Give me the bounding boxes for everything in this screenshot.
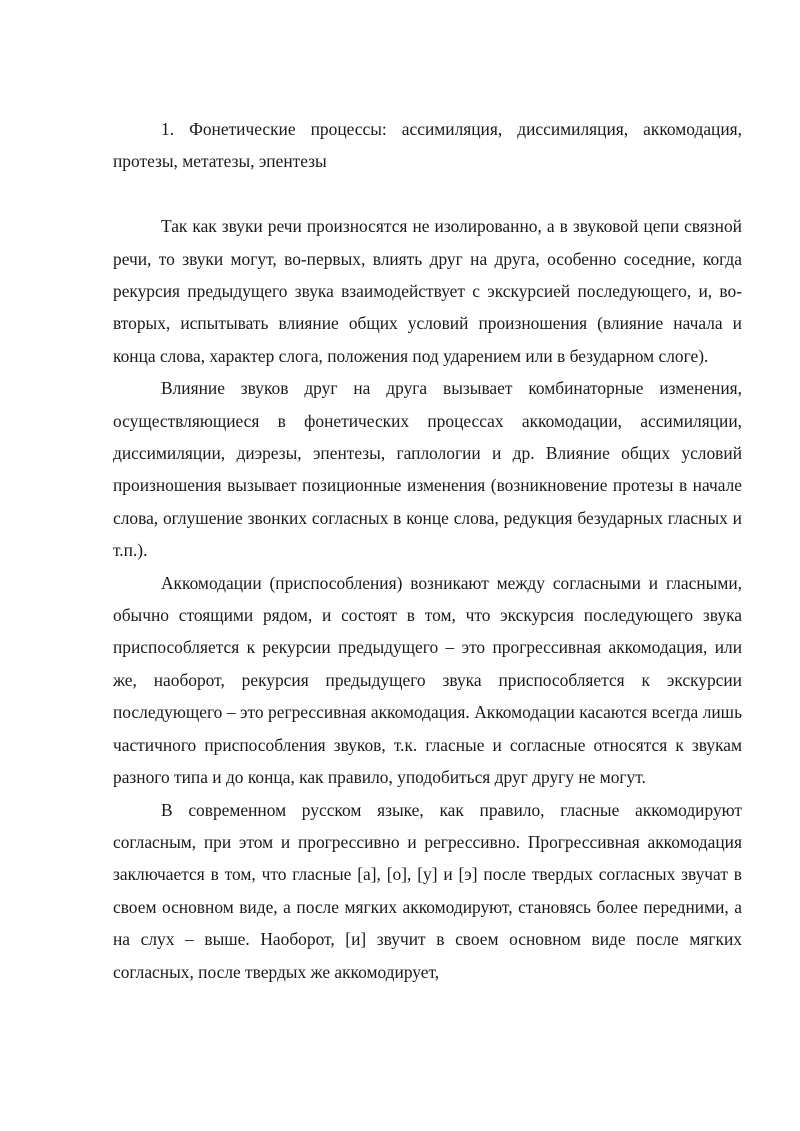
paragraph-2: Влияние звуков друг на друга вызывает комбинаторные изменения, осуществляющиеся в фонетических процессах аккомодации, ассимиляции, диссимиляции, диэрезы, эпентезы, гаплологии и др. Влияние общих условий произношения вызывает позиционные изменения (возникновение протезы в начале слова, оглушение звонких согласных в конце слова, редукция безударных гласных и т.п.). xyxy=(113,378,742,561)
blank-line xyxy=(113,178,742,210)
paragraph-4: В современном русском языке, как правило, гласные аккомодируют согласным, при этом и прогрессивно и регрессивно. Прогрессивная аккомодация заключается в том, что гласные [а], [о], [у] и [э] после твердых согласных звучат в своем основном виде, а после мягких аккомодируют, становясь более передними, а на слух – выше. Наоборот, [и] звучит в своем основном виде после мягких согласных, после твердых же аккомодирует, xyxy=(113,799,742,982)
paragraph-3: Аккомодации (приспособления) возникают между согласными и гласными, обычно стоящими рядом, и состоят в том, что экскурсия последующего звука приспособляется к рекурсии предыдущего – это прогрессивная аккомодация, или же, наоборот, рекурсия предыдущего звука приспособляется к экскурсии последующего – это регрессивная аккомодация. Аккомодации касаются всегда лишь частичного приспособления звуков, т.к. гласные и согласные относятся к звукам разного типа и до конца, как правило, уподобиться друг другу не могут. xyxy=(113,572,742,788)
paragraph-1: Так как звуки речи произносятся не изолированно, а в звуковой цепи связной речи, то звуки могут, во-первых, влиять друг на друга, особенно соседние, когда рекурсия предыдущего звука взаимодействует с экскурсией последующего, и, во-вторых, испытывать влияние общих условий произношения (влияние начала и конца слова, характер слога, положения под ударением или в безударном слоге). xyxy=(113,216,742,366)
section-heading: 1. Фонетические процессы: ассимиляция, диссимиляция, аккомодация, протезы, метатезы, эпентезы xyxy=(113,119,742,172)
